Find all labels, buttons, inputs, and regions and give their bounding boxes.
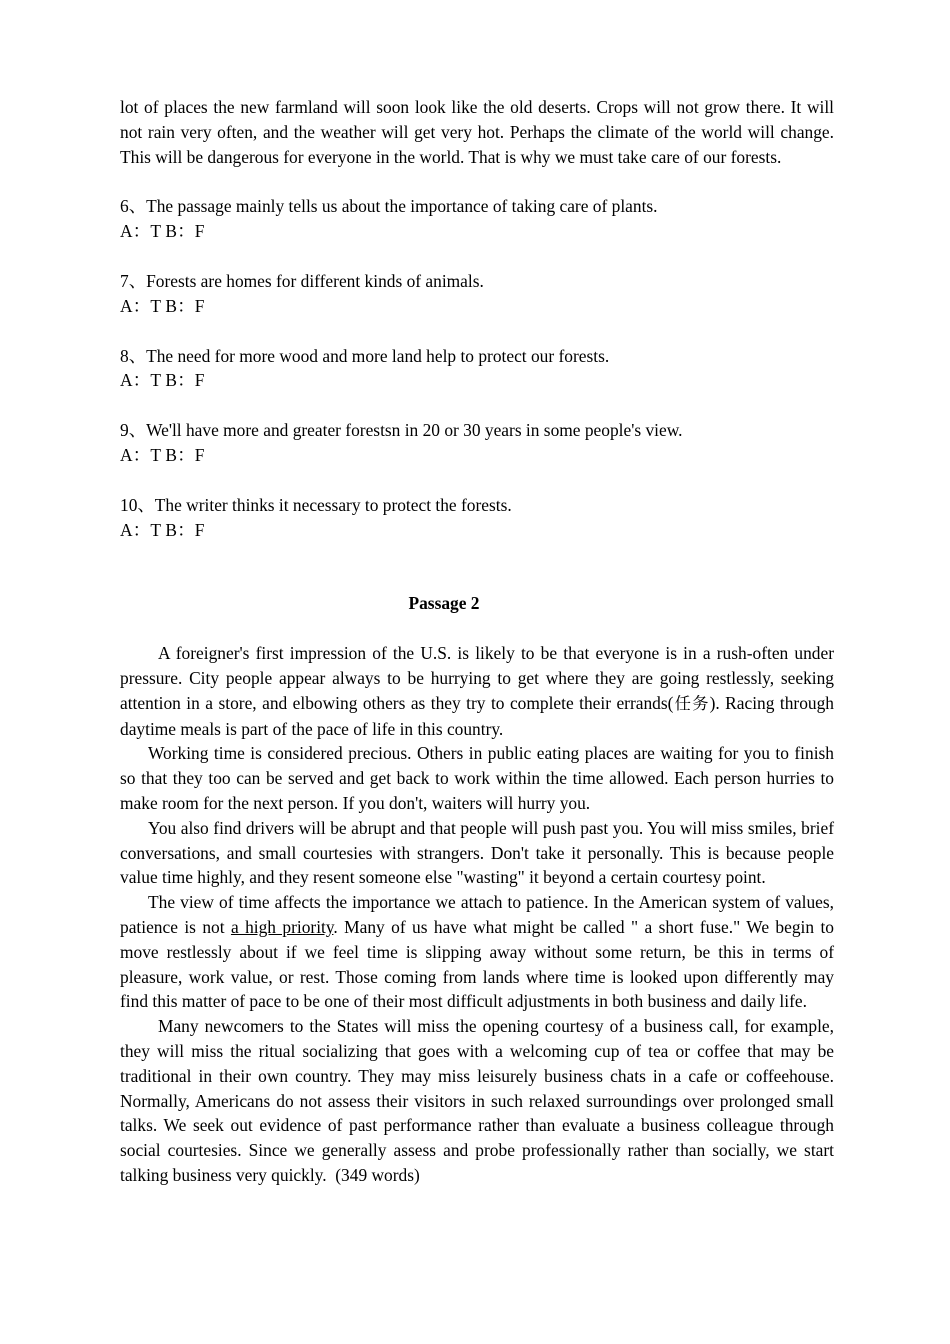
question-block bbox=[120, 269, 834, 319]
passage-paragraph bbox=[120, 1014, 839, 1188]
question-block bbox=[120, 418, 834, 468]
question-number: 6、 bbox=[120, 196, 147, 217]
question-options[interactable]: A：T B：F bbox=[120, 221, 205, 242]
question-options[interactable]: A：T B：F bbox=[120, 444, 205, 465]
question-text: We'll have more and greater forestsn in 20 or 30 years in some people's view. bbox=[146, 420, 683, 441]
spacer bbox=[120, 542, 834, 591]
chinese-gloss: 任务 bbox=[673, 693, 710, 713]
true-false-question-list bbox=[120, 194, 834, 542]
passage-paragraph bbox=[120, 816, 839, 890]
question-block bbox=[120, 194, 834, 244]
continuation-paragraph: lot of places the new farmland will soon look like the old deserts. Crops will not grow there. It will not rain very often, and the weather will get very hot. Perhaps the climate of the world will change. This will be dangerous for everyone in the world. That is why we must take care of our forests. bbox=[120, 97, 834, 167]
underlined-phrase: a high priority bbox=[230, 916, 334, 937]
question-stem bbox=[120, 344, 834, 369]
paragraph-text: Working time is considered precious. Others in public eating places are waiting for you to finish so that they too can be served and get back to work within the time allowed. Each person hurries to make room for the next person. If you don't, waiters will hurry you. bbox=[120, 743, 839, 813]
question-text: Forests are homes for different kinds of animals. bbox=[146, 270, 484, 291]
question-block bbox=[120, 493, 834, 543]
question-stem bbox=[120, 493, 834, 518]
paragraph-text: You also find drivers will be abrupt and that people will push past you. You will miss smiles, brief conversations, and small courtesies with strangers. Don't take it personally. This is because people value time highly, and they resent someone else "wasting" it beyond a certain courtesy point. bbox=[120, 817, 839, 888]
question-text: The writer thinks it necessary to protect the forests. bbox=[154, 494, 512, 515]
passage-paragraph bbox=[120, 741, 839, 815]
question-options[interactable]: A：T B：F bbox=[120, 295, 205, 316]
question-options[interactable]: A：T B：F bbox=[120, 370, 205, 391]
spacer bbox=[120, 468, 834, 493]
paragraph-text: . Many of us have what might be called " a short fuse." We begin to move restlessly about if we feel time is slipping away without some return, be this in terms of pleasure, work value, or rest. Those coming from lands where time is looked upon differently may find this matter of pace to be one of their most difficult adjustments in both business and daily life. bbox=[120, 916, 839, 1012]
question-number: 9、 bbox=[120, 420, 147, 441]
paragraph-text: Many newcomers to the States will miss the opening courtesy of a business call, for example, they will miss the ritual socializing that goes with a welcoming cup of tea or coffee that may be traditional in their own country. They may miss leisurely business chats in a cafe or coffeehouse. Normally, Americans do not assess their visitors in such relaxed surroundings over prolonged small talks. We seek out evidence of past performance rather than evaluate a business colleague through social courtesies. Since we generally assess and probe professionally rather than socially, we start talking business very quickly. (349 words) bbox=[120, 1016, 839, 1185]
spacer bbox=[120, 244, 834, 269]
passage-2-heading: Passage 2 bbox=[408, 593, 480, 614]
paragraph-text: The view of time affects the importance we attach to patience. In the American system of values, patience is not bbox=[120, 892, 839, 937]
question-text: The need for more wood and more land help to protect our forests. bbox=[146, 345, 610, 366]
paragraph-text: A foreigner's first impression of the U.S. is likely to be that everyone is in a rush-often under pressure. City people appear always to be hurrying to get where they are going restlessly, seeking attention in a store, and elbowing others as they try to complete their errands( bbox=[120, 643, 839, 713]
paragraph-text: ). Racing through daytime meals is part of the pace of life in this country. bbox=[120, 692, 839, 739]
passage-paragraph bbox=[120, 890, 839, 1014]
question-options[interactable]: A：T B：F bbox=[120, 519, 205, 540]
spacer bbox=[120, 616, 834, 641]
page-content bbox=[120, 95, 839, 1188]
spacer bbox=[120, 319, 834, 344]
question-number: 8、 bbox=[120, 345, 147, 366]
spacer bbox=[120, 169, 834, 194]
spacer bbox=[120, 393, 834, 418]
question-stem bbox=[120, 418, 834, 443]
question-block bbox=[120, 344, 834, 394]
question-number: 7、 bbox=[120, 270, 147, 291]
question-stem bbox=[120, 269, 834, 294]
passage-2-body bbox=[120, 641, 839, 1188]
passage-paragraph bbox=[120, 641, 839, 741]
question-text: The passage mainly tells us about the importance of taking care of plants. bbox=[146, 196, 658, 217]
question-stem bbox=[120, 194, 834, 219]
question-number: 10、 bbox=[120, 494, 155, 515]
